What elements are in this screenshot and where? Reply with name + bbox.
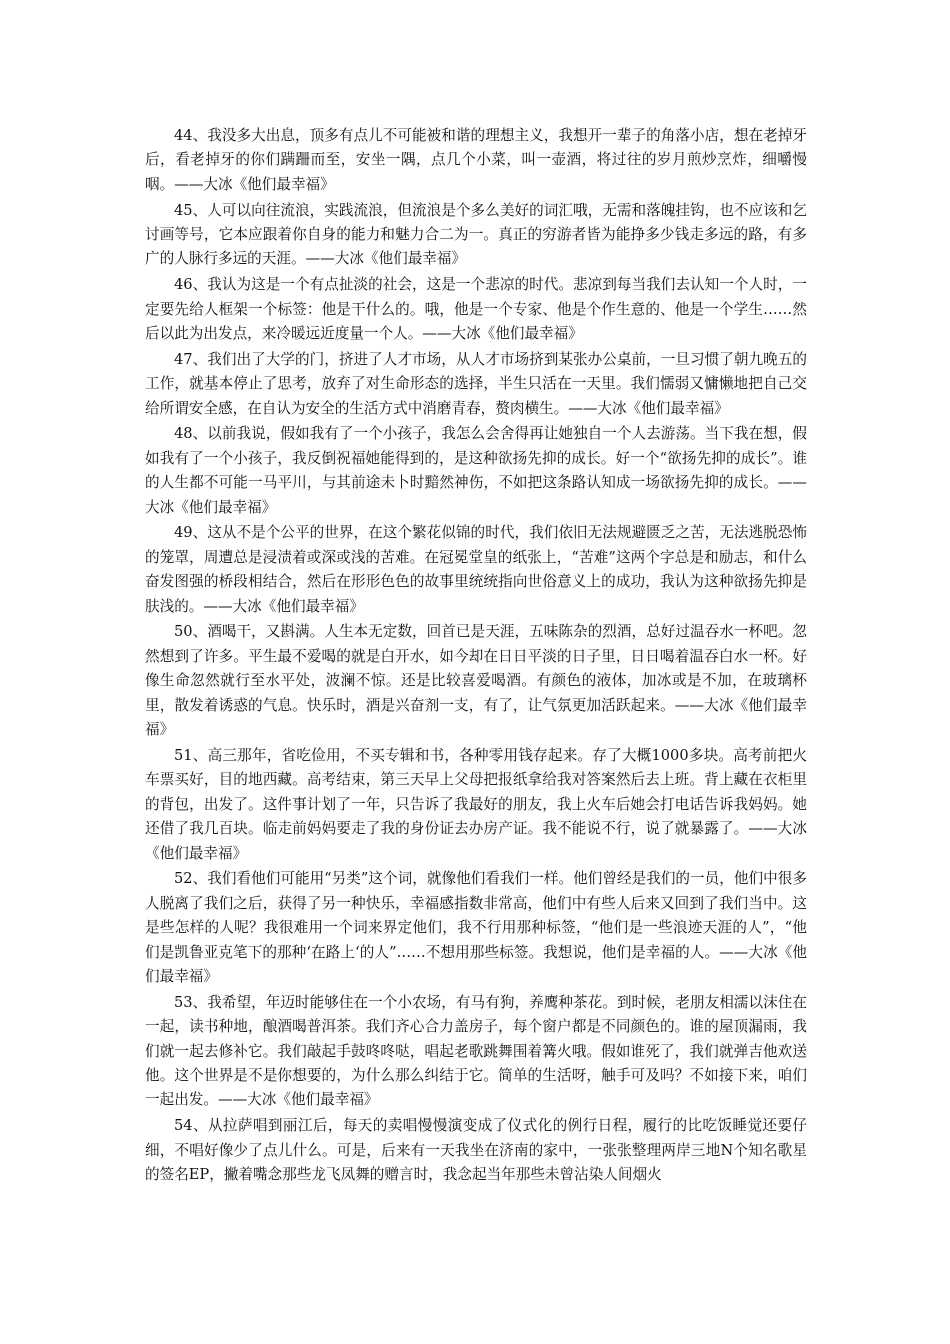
paragraph-49: 49、这从不是个公平的世界，在这个繁花似锦的时代，我们依旧无法规避匮乏之苦，无法逃脱恐怖的笼罩，周遭总是浸渍着或深或浅的苦难。在冠冕堂皇的纸张上，“苦难”这两个字总是和励志，和什么奋发图强的桥段相结合，然后在形形色色的故事里统统指向世俗意义上的成功，我认为这种欲扬先抑是肤浅的。——大冰《他们最幸福》 <box>145 524 807 615</box>
paragraph-44: 44、我没多大出息，顶多有点儿不可能被和谐的理想主义，我想开一辈子的角落小店，想在老掉牙后，看老掉牙的你们蹒跚而至，安坐一隅，点几个小菜，叫一壶酒，将过往的岁月煎炒烹炸，细嚼慢咽。——大冰《他们最幸福》 <box>145 127 807 193</box>
paragraph-47: 47、我们出了大学的门，挤进了人才市场，从人才市场挤到某张办公桌前，一旦习惯了朝九晚五的工作，就基本停止了思考，放弃了对生命形态的选择，半生只活在一天里。我们懦弱又慵懒地把自己交给所谓安全感，在自认为安全的生活方式中消磨青春，赘肉横生。——大冰《他们最幸福》 <box>145 350 807 417</box>
paragraph-53: 53、我希望，年迈时能够住在一个小农场，有马有狗，养鹰种茶花。到时候，老朋友相濡以沫住在一起，读书种地，酿酒喝普洱茶。我们齐心合力盖房子，每个窗户都是不同颜色的。谁的屋顶漏雨，我们就一起去修补它。我们敲起手鼓咚咚哒，唱起老歌跳舞围着篝火哦。假如谁死了，我们就弹吉他欢送他。这个世界是不是你想要的，为什么那么纠结于它。简单的生活呀，触手可及吗？不如接下来，咱们一起出发。——大冰《他们最幸福》 <box>145 993 807 1109</box>
paragraph-51: 51、高三那年，省吃俭用，不买专辑和书，各种零用钱存起来。存了大概1000多块。高考前把火车票买好，目的地西藏。高考结束，第三天早上父母把报纸拿给我对答案然后去上班。背上藏在衣柜里的背包，出发了。这件事计划了一年，只告诉了我最好的朋友，我上火车后她会打电话告诉我妈妈。她还借了我几百块。临走前妈妈要走了我的身份证去办房产证。我不能说不行，说了就暴露了。——大冰《他们最幸福》 <box>145 746 807 862</box>
paragraph-54: 54、从拉萨唱到丽江后，每天的卖唱慢慢演变成了仪式化的例行日程，履行的比吃饭睡觉还要仔细，不唱好像少了点儿什么。可是，后来有一天我坐在济南的家中，一张张整理两岸三地N个知名歌星的签名EP，撇着嘴念那些龙飞凤舞的赠言时，我念起当年那些未曾沾染人间烟火 <box>145 1117 807 1183</box>
document-body <box>145 124 807 1189</box>
paragraph-45: 45、人可以向往流浪，实践流浪，但流浪是个多么美好的词汇哦，无需和落魄挂钩，也不应该和乞讨画等号，它本应跟着你自身的能力和魅力合二为一。真正的穷游者皆为能挣多少钱走多远的路，有多广的人脉行多远的天涯。——大冰《他们最幸福》 <box>145 201 807 268</box>
paragraph-46: 46、我认为这是一个有点扯淡的社会，这是一个悲凉的时代。悲凉到每当我们去认知一个人时，一定要先给人框架一个标签：他是干什么的。哦，他是一个专家、他是个作生意的、他是一个学生……然后以此为出发点，来冷暖远近度量一个人。——大冰《他们最幸福》 <box>145 276 807 343</box>
paragraph-52: 52、我们看他们可能用“另类”这个词，就像他们看我们一样。他们曾经是我们的一员，他们中很多人脱离了我们之后，获得了另一种快乐，幸福感指数非常高，他们中有些人后来又回到了我们当中。这是些怎样的人呢？我很难用一个词来界定他们，我不行用那种标签，“他们是一些浪迹天涯的人”，“他们是凯鲁亚克笔下的那种‘在路上‘的人”……不想用那些标签。我想说，他们是幸福的人。——大冰《他们最幸福》 <box>145 870 807 985</box>
paragraph-48: 48、以前我说，假如我有了一个小孩子，我怎么会舍得再让她独自一个人去游荡。当下我在想，假如我有了一个小孩子，我反倒祝福她能得到的，是这种欲扬先抑的成长。好一个“欲扬先抑的成长”。谁的人生都不可能一马平川，与其前途未卜时黯然神伤，不如把这条路认知成一场欲扬先抑的成长。——大冰《他们最幸福》 <box>145 425 807 516</box>
paragraph-50: 50、酒喝干，又斟满。人生本无定数，回首已是天涯，五味陈杂的烈酒，总好过温吞水一杯吧。忽然想到了许多。平生最不爱喝的就是白开水，如今却在日日平淡的日子里，日日喝着温吞白水一杯。好像生命忽然就行至水平处，波澜不惊。还是比较喜爱喝酒。有颜色的液体，加冰或是不加，在玻璃杯里，散发着诱惑的气息。快乐时，酒是兴奋剂一支，有了，让气氛更加活跃起来。——大冰《他们最幸福》 <box>145 623 807 739</box>
